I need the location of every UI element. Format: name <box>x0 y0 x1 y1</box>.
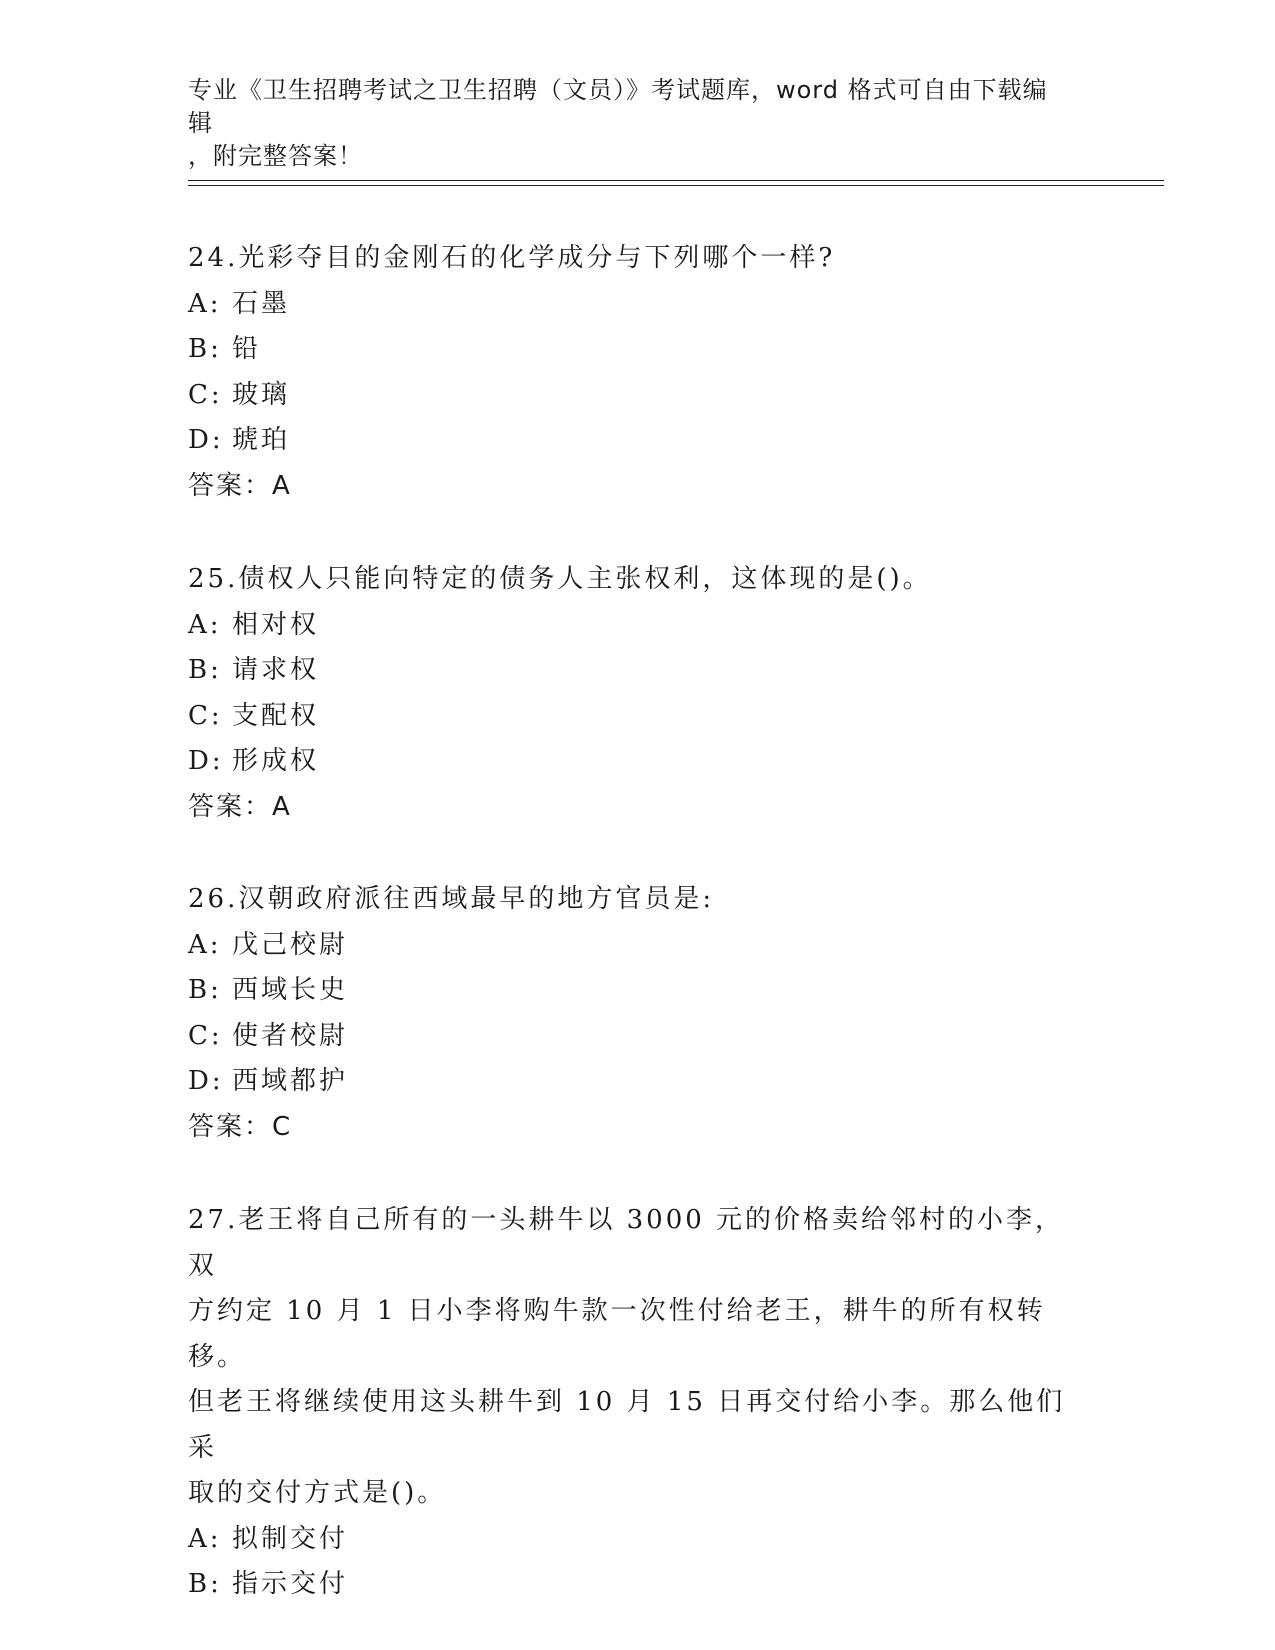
option-d <box>188 418 1068 464</box>
option-letter: C: <box>188 379 223 410</box>
option-a <box>188 1517 1068 1563</box>
question-25 <box>188 557 1068 830</box>
option-text: 石墨 <box>232 288 291 319</box>
header-line-1: 专业《卫生招聘考试之卫生招聘（文员）》考试题库，word 格式可自由下载编辑 <box>188 76 1048 137</box>
option-letter: D: <box>188 425 224 455</box>
question-stem-line-1: 27.老王将自己所有的一头耕牛以 3000 元的价格卖给邻村的小李，双 <box>188 1205 1065 1281</box>
option-letter: A: <box>188 609 222 640</box>
option-text: 铅 <box>232 334 262 364</box>
answer-line: 答案：A <box>188 791 292 822</box>
option-b <box>188 1562 1068 1608</box>
question-24 <box>188 236 1068 509</box>
option-b <box>188 327 1068 373</box>
question-26 <box>188 877 1068 1150</box>
option-text: 支配权 <box>232 700 320 731</box>
answer-line: 答案：C <box>188 1111 293 1142</box>
option-text: 指示交付 <box>232 1569 349 1599</box>
option-text: 拟制交付 <box>232 1523 349 1554</box>
option-text: 使者校尉 <box>232 1020 349 1051</box>
question-stem: 24.光彩夺目的金刚石的化学成分与下列哪个一样? <box>188 243 836 273</box>
option-letter: D: <box>188 746 224 776</box>
option-b <box>188 648 1068 694</box>
option-text: 形成权 <box>232 746 320 776</box>
option-c <box>188 1014 1068 1060</box>
option-text: 戊己校尉 <box>232 929 349 960</box>
option-letter: B: <box>188 975 222 1005</box>
option-c <box>188 373 1068 419</box>
option-d <box>188 1059 1068 1105</box>
option-a <box>188 603 1068 649</box>
option-text: 相对权 <box>232 609 320 640</box>
option-letter: C: <box>188 700 223 731</box>
header-line-2: ，附完整答案！ <box>188 142 363 170</box>
header-divider-bottom <box>188 185 1164 186</box>
option-d <box>188 739 1068 785</box>
option-text: 西域都护 <box>232 1066 349 1096</box>
option-letter: A: <box>188 288 222 319</box>
option-c <box>188 694 1068 740</box>
question-stem: 26.汉朝政府派往西域最早的地方官员是: <box>188 884 715 914</box>
option-letter: C: <box>188 1020 223 1051</box>
option-text: 西域长史 <box>232 975 349 1005</box>
option-a <box>188 923 1068 969</box>
question-stem-line-3: 但老王将继续使用这头耕牛到 10 月 15 日再交付给小李。那么他们采 <box>188 1387 1066 1463</box>
question-27 <box>188 1198 1068 1608</box>
header-divider-top <box>188 180 1164 181</box>
option-text: 请求权 <box>232 655 320 685</box>
option-letter: A: <box>188 1523 222 1554</box>
question-stem-line-2: 方约定 10 月 1 日小李将购牛款一次性付给老王，耕牛的所有权转移。 <box>188 1296 1046 1372</box>
option-letter: B: <box>188 334 222 364</box>
option-letter: A: <box>188 929 222 960</box>
option-letter: B: <box>188 655 222 685</box>
option-text: 玻璃 <box>232 379 291 410</box>
answer-line: 答案：A <box>188 470 292 501</box>
option-letter: D: <box>188 1066 224 1096</box>
option-b <box>188 968 1068 1014</box>
option-letter: B: <box>188 1569 222 1599</box>
question-stem-line-4: 取的交付方式是()。 <box>188 1478 447 1508</box>
question-stem: 25.债权人只能向特定的债务人主张权利，这体现的是()。 <box>188 564 932 594</box>
option-a <box>188 282 1068 328</box>
option-text: 琥珀 <box>232 425 291 455</box>
document-header <box>188 74 1068 173</box>
